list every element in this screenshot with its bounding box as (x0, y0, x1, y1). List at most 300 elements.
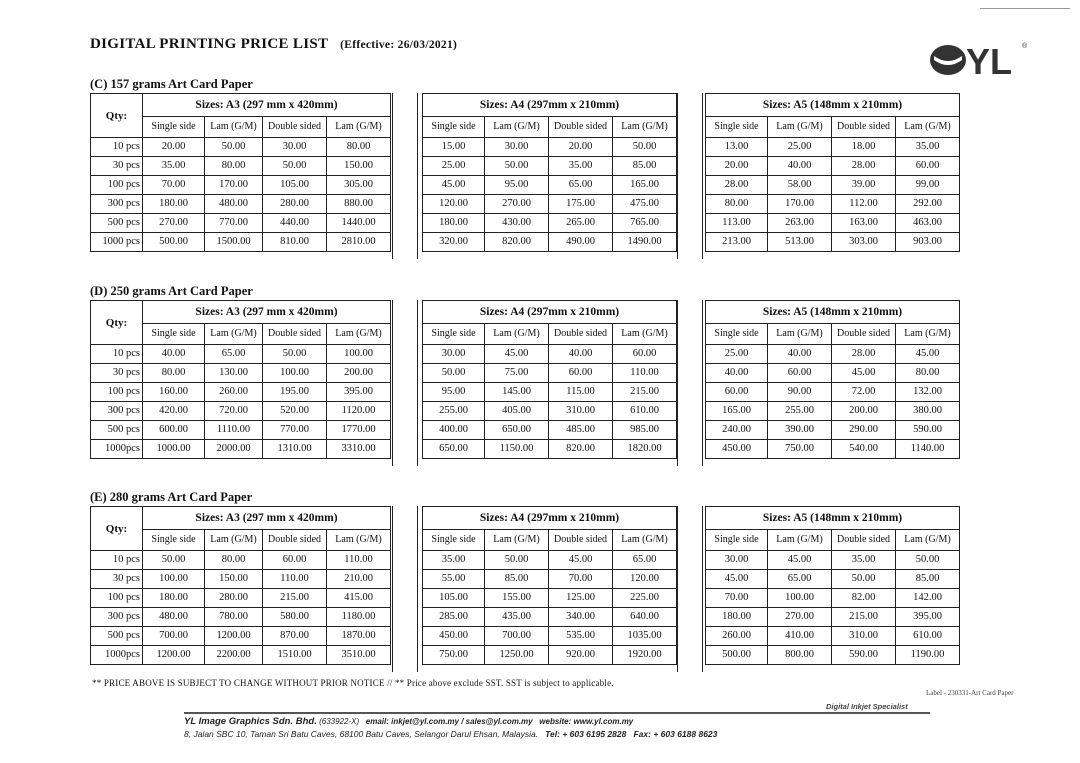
qty-header: Qty: (91, 301, 143, 345)
table-row (91, 138, 391, 157)
table-row (91, 421, 391, 440)
price-cell: 490.00 (549, 233, 613, 252)
price-cell: 40.00 (143, 345, 205, 364)
price-cell: 640.00 (613, 608, 677, 627)
price-table (90, 93, 391, 252)
price-cell: 1200.00 (143, 646, 205, 665)
price-cell: 395.00 (896, 608, 960, 627)
price-cell: 125.00 (549, 589, 613, 608)
price-cell: 880.00 (327, 195, 391, 214)
price-cell: 165.00 (613, 176, 677, 195)
price-note: ** PRICE ABOVE IS SUBJECT TO CHANGE WITHOUT PRIOR NOTICE // ** Price above exclude SST. SST is subject to applicable. (92, 678, 614, 688)
price-cell: 520.00 (263, 402, 327, 421)
column-header: Single side (143, 530, 205, 551)
website-link[interactable]: www.yl.com.my (573, 717, 634, 726)
price-cell: 305.00 (327, 176, 391, 195)
table-row (91, 608, 391, 627)
price-cell: 65.00 (205, 345, 263, 364)
email-label: email: (365, 717, 389, 726)
section-tables (90, 300, 970, 466)
price-cell: 200.00 (327, 364, 391, 383)
price-cell: 80.00 (205, 551, 263, 570)
column-header: Lam (G/M) (768, 530, 832, 551)
price-table (422, 300, 677, 459)
table-row (423, 138, 677, 157)
column-header: Lam (G/M) (485, 117, 549, 138)
column-header: Single side (423, 324, 485, 345)
column-header: Lam (G/M) (327, 324, 391, 345)
website-label: website: (539, 717, 572, 726)
price-cell: 113.00 (706, 214, 768, 233)
column-header: Lam (G/M) (327, 117, 391, 138)
price-cell: 45.00 (896, 345, 960, 364)
price-cell: 50.00 (205, 138, 263, 157)
price-cell: 1870.00 (327, 627, 391, 646)
price-cell: 165.00 (706, 402, 768, 421)
size-header: Sizes: A3 (297 mm x 420mm) (143, 507, 391, 530)
page-title (90, 36, 457, 53)
footer-contact (184, 716, 633, 727)
price-cell: 80.00 (706, 195, 768, 214)
price-cell: 130.00 (205, 364, 263, 383)
price-cell: 750.00 (768, 440, 832, 459)
price-cell: 25.00 (706, 345, 768, 364)
table-row (706, 627, 960, 646)
price-cell: 85.00 (896, 570, 960, 589)
price-cell: 30.00 (263, 138, 327, 157)
column-header: Double sided (263, 530, 327, 551)
qty-cell: 1000pcs (91, 440, 143, 459)
company-name: YL Image Graphics Sdn. Bhd. (184, 716, 317, 727)
section-tables (90, 93, 970, 259)
price-cell: 210.00 (327, 570, 391, 589)
yl-logo (926, 36, 1031, 80)
yl-logo-icon (926, 36, 1031, 80)
price-cell: 213.00 (706, 233, 768, 252)
paper-section (90, 488, 970, 672)
size-header: Sizes: A4 (297mm x 210mm) (423, 94, 677, 117)
price-cell: 100.00 (143, 570, 205, 589)
price-cell: 50.00 (485, 157, 549, 176)
price-cell: 55.00 (423, 570, 485, 589)
table-row (91, 233, 391, 252)
price-cell: 870.00 (263, 627, 327, 646)
price-cell: 1190.00 (896, 646, 960, 665)
price-cell: 1140.00 (896, 440, 960, 459)
price-cell: 700.00 (485, 627, 549, 646)
price-cell: 340.00 (549, 608, 613, 627)
price-cell: 50.00 (143, 551, 205, 570)
column-header: Lam (G/M) (327, 530, 391, 551)
price-cell: 463.00 (896, 214, 960, 233)
price-cell: 765.00 (613, 214, 677, 233)
qty-cell: 100 pcs (91, 589, 143, 608)
column-header: Single side (706, 530, 768, 551)
table-row (706, 195, 960, 214)
price-cell: 2000.00 (205, 440, 263, 459)
price-cell: 39.00 (832, 176, 896, 195)
table-row (423, 551, 677, 570)
table-row (706, 421, 960, 440)
price-cell: 40.00 (706, 364, 768, 383)
price-cell: 170.00 (768, 195, 832, 214)
price-cell: 110.00 (263, 570, 327, 589)
price-cell: 50.00 (423, 364, 485, 383)
table-gap (392, 93, 418, 259)
price-cell: 535.00 (549, 627, 613, 646)
price-cell: 170.00 (205, 176, 263, 195)
table-row (423, 233, 677, 252)
size-header: Sizes: A4 (297mm x 210mm) (423, 507, 677, 530)
column-header: Lam (G/M) (896, 117, 960, 138)
table-row (706, 383, 960, 402)
column-header: Lam (G/M) (896, 530, 960, 551)
price-cell: 650.00 (485, 421, 549, 440)
price-cell: 132.00 (896, 383, 960, 402)
qty-cell: 500 pcs (91, 214, 143, 233)
price-cell: 30.00 (485, 138, 549, 157)
fax-label: Fax: (633, 729, 651, 739)
address-text: 8, Jalan SBC 10, Taman Sri Batu Caves, 68100 Batu Caves, Selangor Darul Ehsan, Malaysia. (184, 729, 539, 739)
price-cell: 112.00 (832, 195, 896, 214)
price-cell: 1510.00 (263, 646, 327, 665)
price-cell: 700.00 (143, 627, 205, 646)
qty-cell: 100 pcs (91, 383, 143, 402)
price-cell: 20.00 (706, 157, 768, 176)
price-cell: 750.00 (423, 646, 485, 665)
price-cell: 225.00 (613, 589, 677, 608)
price-cell: 65.00 (613, 551, 677, 570)
paper-section (90, 282, 970, 466)
price-cell: 80.00 (143, 364, 205, 383)
price-cell: 95.00 (423, 383, 485, 402)
price-cell: 175.00 (549, 195, 613, 214)
price-cell: 110.00 (613, 364, 677, 383)
qty-cell: 100 pcs (91, 176, 143, 195)
qty-cell: 500 pcs (91, 627, 143, 646)
price-cell: 70.00 (706, 589, 768, 608)
table-row (91, 570, 391, 589)
price-cell: 90.00 (768, 383, 832, 402)
qty-cell: 300 pcs (91, 608, 143, 627)
price-cell: 50.00 (896, 551, 960, 570)
price-cell: 25.00 (768, 138, 832, 157)
price-cell: 13.00 (706, 138, 768, 157)
table-row (91, 402, 391, 421)
price-cell: 150.00 (327, 157, 391, 176)
price-cell: 70.00 (143, 176, 205, 195)
section-title: (D) 250 grams Art Card Paper (90, 284, 253, 298)
price-cell: 50.00 (613, 138, 677, 157)
price-cell: 215.00 (613, 383, 677, 402)
table-row (91, 440, 391, 459)
column-header: Double sided (549, 117, 613, 138)
size-header: Sizes: A5 (148mm x 210mm) (706, 94, 960, 117)
qty-cell: 30 pcs (91, 364, 143, 383)
price-cell: 920.00 (549, 646, 613, 665)
price-table (90, 506, 391, 665)
price-cell: 903.00 (896, 233, 960, 252)
price-cell: 270.00 (143, 214, 205, 233)
table-row (91, 627, 391, 646)
price-cell: 380.00 (896, 402, 960, 421)
price-cell: 20.00 (549, 138, 613, 157)
price-cell: 60.00 (706, 383, 768, 402)
price-cell: 480.00 (205, 195, 263, 214)
price-cell: 290.00 (832, 421, 896, 440)
price-cell: 430.00 (485, 214, 549, 233)
price-cell: 30.00 (423, 345, 485, 364)
table-row (706, 646, 960, 665)
price-cell: 65.00 (768, 570, 832, 589)
price-cell: 180.00 (706, 608, 768, 627)
price-cell: 280.00 (263, 195, 327, 214)
price-cell: 303.00 (832, 233, 896, 252)
price-cell: 390.00 (768, 421, 832, 440)
price-cell: 420.00 (143, 402, 205, 421)
price-cell: 485.00 (549, 421, 613, 440)
table-row (423, 176, 677, 195)
price-cell: 610.00 (613, 402, 677, 421)
price-cell: 60.00 (768, 364, 832, 383)
price-cell: 540.00 (832, 440, 896, 459)
price-cell: 105.00 (263, 176, 327, 195)
price-cell: 2810.00 (327, 233, 391, 252)
price-cell: 45.00 (549, 551, 613, 570)
price-cell: 280.00 (205, 589, 263, 608)
table-row (423, 570, 677, 589)
table-row (706, 176, 960, 195)
price-cell: 395.00 (327, 383, 391, 402)
price-cell: 3310.00 (327, 440, 391, 459)
price-cell: 30.00 (706, 551, 768, 570)
price-cell: 513.00 (768, 233, 832, 252)
price-cell: 70.00 (549, 570, 613, 589)
price-cell: 1250.00 (485, 646, 549, 665)
price-cell: 100.00 (768, 589, 832, 608)
price-cell: 1770.00 (327, 421, 391, 440)
column-header: Double sided (832, 117, 896, 138)
table-row (423, 589, 677, 608)
price-cell: 40.00 (768, 345, 832, 364)
table-row (423, 195, 677, 214)
price-cell: 985.00 (613, 421, 677, 440)
price-cell: 1500.00 (205, 233, 263, 252)
table-row (91, 364, 391, 383)
price-cell: 500.00 (706, 646, 768, 665)
column-header: Lam (G/M) (205, 117, 263, 138)
price-cell: 780.00 (205, 608, 263, 627)
price-cell: 1920.00 (613, 646, 677, 665)
column-header: Lam (G/M) (768, 117, 832, 138)
table-row (706, 233, 960, 252)
price-cell: 20.00 (143, 138, 205, 157)
table-gap (677, 506, 703, 672)
table-row (423, 627, 677, 646)
price-cell: 120.00 (423, 195, 485, 214)
table-row (706, 214, 960, 233)
table-row (423, 364, 677, 383)
price-table (705, 93, 960, 252)
price-cell: 50.00 (263, 157, 327, 176)
price-cell: 265.00 (549, 214, 613, 233)
price-cell: 310.00 (832, 627, 896, 646)
qty-cell: 500 pcs (91, 421, 143, 440)
price-cell: 400.00 (423, 421, 485, 440)
column-header: Lam (G/M) (485, 324, 549, 345)
price-cell: 475.00 (613, 195, 677, 214)
qty-cell: 30 pcs (91, 570, 143, 589)
table-row (706, 157, 960, 176)
table-row (91, 646, 391, 665)
price-cell: 45.00 (832, 364, 896, 383)
column-header: Double sided (549, 324, 613, 345)
title-text: DIGITAL PRINTING PRICE LIST (90, 36, 329, 52)
email-link[interactable]: inkjet@yl.com.my / sales@yl.com.my (391, 717, 533, 726)
qty-cell: 1000 pcs (91, 233, 143, 252)
price-cell: 80.00 (896, 364, 960, 383)
price-cell: 435.00 (485, 608, 549, 627)
price-cell: 600.00 (143, 421, 205, 440)
price-cell: 410.00 (768, 627, 832, 646)
price-cell: 415.00 (327, 589, 391, 608)
column-header: Single side (423, 117, 485, 138)
section-title: (E) 280 grams Art Card Paper (90, 490, 253, 504)
size-header: Sizes: A5 (148mm x 210mm) (706, 301, 960, 324)
price-cell: 260.00 (706, 627, 768, 646)
price-cell: 60.00 (549, 364, 613, 383)
price-cell: 180.00 (423, 214, 485, 233)
price-cell: 720.00 (205, 402, 263, 421)
price-cell: 120.00 (613, 570, 677, 589)
price-cell: 145.00 (485, 383, 549, 402)
qty-cell: 10 pcs (91, 138, 143, 157)
price-table (90, 300, 391, 459)
price-cell: 35.00 (832, 551, 896, 570)
price-cell: 45.00 (768, 551, 832, 570)
table-row (423, 345, 677, 364)
price-cell: 85.00 (485, 570, 549, 589)
price-cell: 263.00 (768, 214, 832, 233)
price-cell: 240.00 (706, 421, 768, 440)
price-cell: 1035.00 (613, 627, 677, 646)
qty-cell: 10 pcs (91, 345, 143, 364)
price-cell: 110.00 (327, 551, 391, 570)
size-header: Sizes: A3 (297 mm x 420mm) (143, 301, 391, 324)
table-row (91, 195, 391, 214)
price-cell: 810.00 (263, 233, 327, 252)
price-cell: 163.00 (832, 214, 896, 233)
price-cell: 45.00 (485, 345, 549, 364)
price-cell: 115.00 (549, 383, 613, 402)
price-cell: 1110.00 (205, 421, 263, 440)
price-cell: 75.00 (485, 364, 549, 383)
logo-text: YL (966, 41, 1013, 80)
table-row (423, 157, 677, 176)
price-cell: 1490.00 (613, 233, 677, 252)
price-cell: 3510.00 (327, 646, 391, 665)
column-header: Lam (G/M) (613, 530, 677, 551)
column-header: Double sided (549, 530, 613, 551)
table-row (91, 383, 391, 402)
column-header: Single side (143, 324, 205, 345)
column-header: Lam (G/M) (768, 324, 832, 345)
price-cell: 99.00 (896, 176, 960, 195)
price-cell: 142.00 (896, 589, 960, 608)
price-cell: 80.00 (205, 157, 263, 176)
price-cell: 480.00 (143, 608, 205, 627)
table-row (706, 570, 960, 589)
price-cell: 180.00 (143, 195, 205, 214)
price-cell: 60.00 (613, 345, 677, 364)
price-cell: 610.00 (896, 627, 960, 646)
price-cell: 95.00 (485, 176, 549, 195)
price-cell: 28.00 (832, 345, 896, 364)
column-header: Lam (G/M) (613, 117, 677, 138)
price-cell: 40.00 (549, 345, 613, 364)
price-cell: 195.00 (263, 383, 327, 402)
size-header: Sizes: A5 (148mm x 210mm) (706, 507, 960, 530)
footer-address (184, 729, 717, 739)
price-cell: 45.00 (423, 176, 485, 195)
table-row (706, 551, 960, 570)
top-rule (980, 8, 1070, 9)
table-row (91, 157, 391, 176)
price-cell: 25.00 (423, 157, 485, 176)
qty-cell: 1000pcs (91, 646, 143, 665)
price-cell: 285.00 (423, 608, 485, 627)
column-header: Single side (706, 324, 768, 345)
fax-number: + 603 6188 8623 (653, 729, 718, 739)
price-table (705, 506, 960, 665)
price-cell: 155.00 (485, 589, 549, 608)
price-cell: 2200.00 (205, 646, 263, 665)
price-cell: 270.00 (768, 608, 832, 627)
price-cell: 590.00 (896, 421, 960, 440)
price-cell: 1820.00 (613, 440, 677, 459)
table-row (706, 402, 960, 421)
price-cell: 72.00 (832, 383, 896, 402)
column-header: Double sided (832, 324, 896, 345)
price-cell: 58.00 (768, 176, 832, 195)
table-row (423, 421, 677, 440)
price-cell: 255.00 (423, 402, 485, 421)
price-cell: 1180.00 (327, 608, 391, 627)
price-cell: 1310.00 (263, 440, 327, 459)
price-cell: 770.00 (263, 421, 327, 440)
column-header: Lam (G/M) (205, 324, 263, 345)
qty-header: Qty: (91, 94, 143, 138)
table-row (91, 345, 391, 364)
table-row (706, 345, 960, 364)
price-cell: 215.00 (832, 608, 896, 627)
price-cell: 65.00 (549, 176, 613, 195)
table-gap (392, 506, 418, 672)
price-cell: 440.00 (263, 214, 327, 233)
column-header: Lam (G/M) (896, 324, 960, 345)
price-cell: 405.00 (485, 402, 549, 421)
qty-cell: 300 pcs (91, 402, 143, 421)
label-reference: Label - 230331-Art Card Paper (926, 689, 1014, 697)
size-header: Sizes: A4 (297mm x 210mm) (423, 301, 677, 324)
price-cell: 450.00 (423, 627, 485, 646)
price-cell: 50.00 (485, 551, 549, 570)
price-cell: 60.00 (896, 157, 960, 176)
price-table (422, 93, 677, 252)
price-cell: 590.00 (832, 646, 896, 665)
footer-rule (184, 712, 930, 714)
price-cell: 1000.00 (143, 440, 205, 459)
